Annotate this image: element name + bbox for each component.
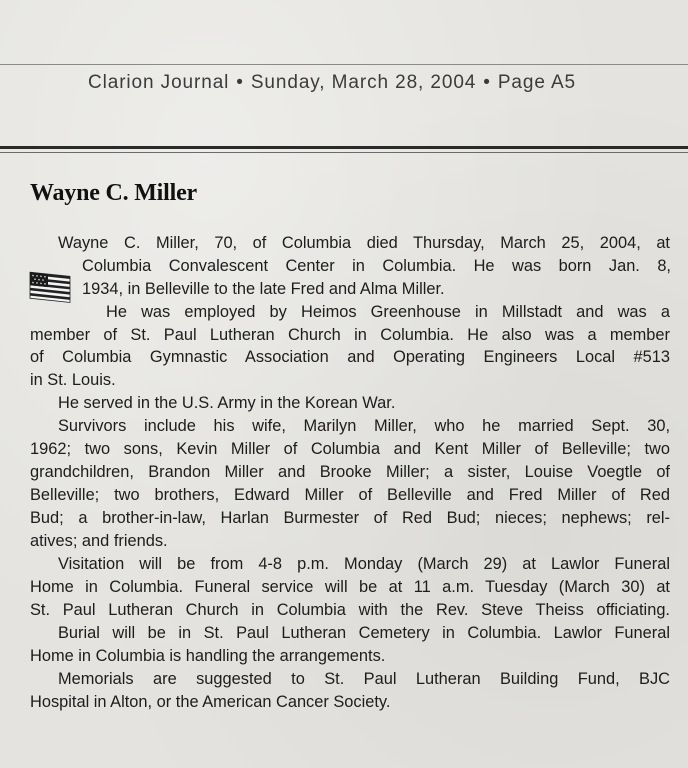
- obituary-line: member of St. Paul Lutheran Church in Columbia. He also was a member: [30, 326, 670, 344]
- masthead: [88, 72, 576, 94]
- masthead-top-rule: [0, 64, 688, 65]
- obituary-line: of Columbia Gymnastic Association and Operating Engineers Local #513: [30, 348, 670, 366]
- obituary-line: Burial will be in St. Paul Lutheran Cemetery in Columbia. Lawlor Funeral: [58, 624, 670, 642]
- section-thick-rule: [0, 146, 688, 149]
- obituary-line: Hospital in Alton, or the American Cancer Society.: [30, 693, 391, 711]
- obituary-line: Wayne C. Miller, 70, of Columbia died Thursday, March 25, 2004, at: [58, 234, 670, 252]
- obituary-headline: Wayne C. Miller: [30, 180, 197, 206]
- publication-date: Sunday, March 28, 2004: [250, 72, 477, 93]
- obituary-line: in St. Louis.: [30, 371, 116, 389]
- obituary-line: He was employed by Heimos Greenhouse in Millstadt and was a: [106, 303, 670, 321]
- page-number: Page A5: [497, 72, 576, 93]
- obituary-line: He served in the U.S. Army in the Korean War.: [58, 394, 396, 412]
- obituary-line: Columbia Convalescent Center in Columbia. He was born Jan. 8,: [82, 257, 671, 275]
- obituary-line: atives; and friends.: [30, 532, 168, 550]
- publication-name: Clarion Journal: [88, 72, 230, 93]
- obituary-line: 1962; two sons, Kevin Miller of Columbia and Kent Miller of Belleville; two: [30, 440, 670, 458]
- obituary-line: St. Paul Lutheran Church in Columbia with the Rev. Steve Theiss officiating.: [30, 601, 670, 619]
- obituary-line: Bud; a brother-in-law, Harlan Burmester of Red Bud; nieces; nephews; rel-: [30, 509, 670, 527]
- masthead-separator: •: [236, 72, 244, 93]
- obituary-line: grandchildren, Brandon Miller and Brooke Miller; a sister, Louise Voegtle of: [30, 463, 670, 481]
- obituary-line: Home in Columbia is handling the arrangements.: [30, 647, 386, 665]
- obituary-line: Memorials are suggested to St. Paul Lutheran Building Fund, BJC: [58, 670, 670, 688]
- obituary-line: Survivors include his wife, Marilyn Miller, who he married Sept. 30,: [58, 417, 670, 435]
- masthead-separator: •: [483, 72, 491, 93]
- obituary-line: Visitation will be from 4-8 p.m. Monday (March 29) at Lawlor Funeral: [58, 555, 670, 573]
- us-flag-icon: [28, 270, 72, 304]
- section-thin-rule: [0, 152, 688, 153]
- obituary-line: Home in Columbia. Funeral service will be at 11 a.m. Tuesday (March 30) at: [30, 578, 670, 596]
- obituary-line: Belleville; two brothers, Edward Miller of Belleville and Fred Miller of Red: [30, 486, 670, 504]
- obituary-line: 1934, in Belleville to the late Fred and Alma Miller.: [82, 280, 445, 298]
